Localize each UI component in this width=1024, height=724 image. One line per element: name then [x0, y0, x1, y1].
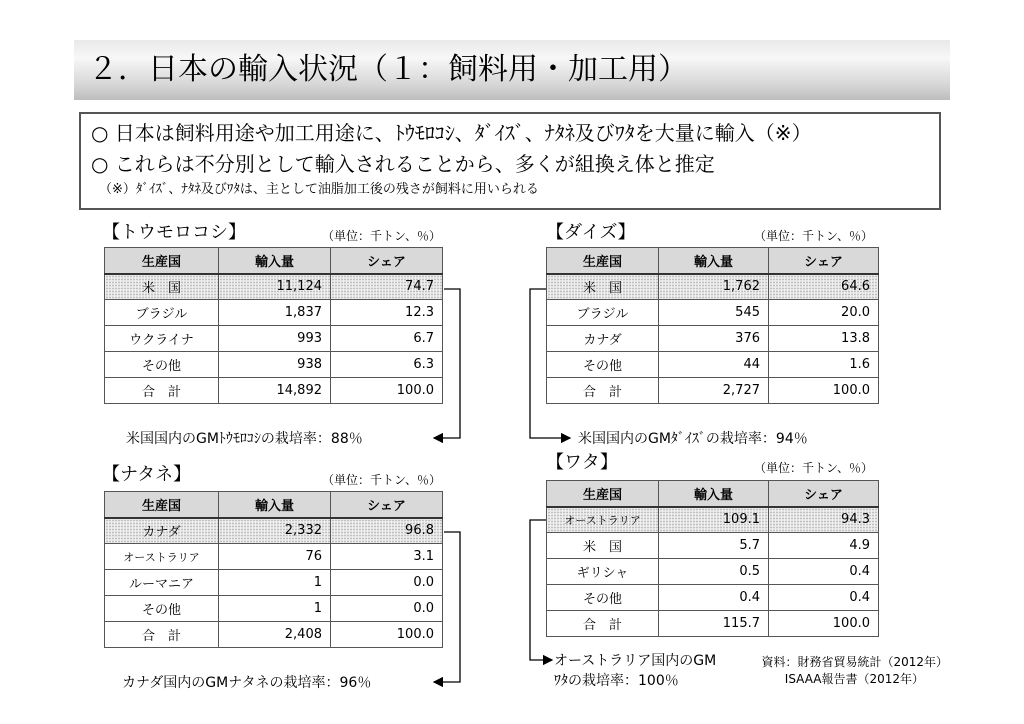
table-row: [547, 533, 879, 559]
cell-country: オーストラリア: [105, 544, 219, 570]
header-amount: 輸入量: [219, 248, 331, 274]
cell-share: 4.9: [769, 533, 879, 559]
cell-country: 米 国: [547, 274, 659, 300]
cell-share: 1.6: [769, 352, 879, 378]
table-row: [105, 352, 443, 378]
cell-amount: 115.7: [659, 611, 769, 637]
cell-share: 20.0: [769, 300, 879, 326]
table-total-row: [105, 378, 443, 404]
info-line-2: ○ これらは不分別として輸入されることから、多くが組換え体と推定: [91, 152, 715, 176]
info-box: [79, 112, 941, 210]
cell-share: 0.0: [331, 596, 443, 622]
table-header-row: [547, 248, 879, 274]
cell-amount: 5.7: [659, 533, 769, 559]
cell-country: 米 国: [105, 274, 219, 300]
cell-country: その他: [105, 596, 219, 622]
cell-amount: 938: [219, 352, 331, 378]
cell-amount: 1: [219, 570, 331, 596]
cell-country: ブラジル: [547, 300, 659, 326]
cell-share: 13.8: [769, 326, 879, 352]
cell-amount: 0.5: [659, 559, 769, 585]
cell-amount: 14,892: [219, 378, 331, 404]
cell-amount: 11,124: [219, 274, 331, 300]
rapeseed-table: [104, 491, 443, 648]
cell-country: ギリシャ: [547, 559, 659, 585]
cell-share: 6.3: [331, 352, 443, 378]
cotton-caption-line-2: ﾜﾀの栽培率：100％: [554, 673, 679, 689]
cell-country: その他: [547, 352, 659, 378]
table-row: [547, 300, 879, 326]
table-header-row: [105, 248, 443, 274]
header-country: 生産国: [547, 481, 659, 507]
table-row: [105, 596, 443, 622]
cell-share: 100.0: [331, 622, 443, 648]
cell-country: 合 計: [105, 378, 219, 404]
cell-country: オーストラリア: [547, 507, 659, 533]
table-row: [547, 326, 879, 352]
cell-country: 合 計: [547, 378, 659, 404]
cell-country: その他: [547, 585, 659, 611]
cell-amount: 545: [659, 300, 769, 326]
cell-share: 100.0: [769, 611, 879, 637]
table-total-row: [105, 622, 443, 648]
table-row: [547, 352, 879, 378]
header-amount: 輸入量: [219, 492, 331, 518]
header-share: シェア: [331, 248, 443, 274]
cell-country: ウクライナ: [105, 326, 219, 352]
cell-amount: 76: [219, 544, 331, 570]
cell-country: 米 国: [547, 533, 659, 559]
cell-amount: 2,408: [219, 622, 331, 648]
cell-amount: 0.4: [659, 585, 769, 611]
cell-amount: 1,837: [219, 300, 331, 326]
corn-caption: 米国国内のGMﾄｳﾓﾛｺｼの栽培率：88％: [126, 431, 363, 447]
table-row: [105, 544, 443, 570]
cell-share: 94.3: [769, 507, 879, 533]
cell-share: 0.4: [769, 559, 879, 585]
cell-share: 100.0: [769, 378, 879, 404]
cell-share: 0.0: [331, 570, 443, 596]
page-title: ２．日本の輸入状況（１：飼料用・加工用）: [88, 52, 688, 87]
cell-country: ルーマニア: [105, 570, 219, 596]
cell-amount: 2,727: [659, 378, 769, 404]
soy-caption: 米国国内のGMﾀﾞｲｽﾞの栽培率：94％: [578, 431, 808, 447]
cell-country: ブラジル: [105, 300, 219, 326]
soy-unit: （単位：千トン、％）: [754, 229, 874, 243]
cell-amount: 2,332: [219, 518, 331, 544]
header-country: 生産国: [105, 248, 219, 274]
table-row: [547, 274, 879, 300]
cell-amount: 1: [219, 596, 331, 622]
table-row: [105, 518, 443, 544]
cell-share: 100.0: [331, 378, 443, 404]
cotton-section-title: 【ワタ】: [546, 452, 618, 473]
table-header-row: [547, 481, 879, 507]
info-note: （※）ﾀﾞｲｽﾞ、ﾅﾀﾈ及びﾜﾀは、主として油脂加工後の残さが飼料に用いられる: [99, 182, 539, 197]
table-row: [105, 300, 443, 326]
header-country: 生産国: [547, 248, 659, 274]
table-row: [547, 559, 879, 585]
cell-amount: 993: [219, 326, 331, 352]
cell-share: 3.1: [331, 544, 443, 570]
header-share: シェア: [769, 481, 879, 507]
cell-country: 合 計: [547, 611, 659, 637]
title-bar: [74, 40, 950, 100]
cell-amount: 109.1: [659, 507, 769, 533]
corn-unit: （単位：千トン、％）: [322, 229, 442, 243]
corn-section-title: 【トウモロコシ】: [102, 222, 246, 243]
table-row: [105, 274, 443, 300]
header-share: シェア: [331, 492, 443, 518]
cell-share: 12.3: [331, 300, 443, 326]
cell-share: 74.7: [331, 274, 443, 300]
header-share: シェア: [769, 248, 879, 274]
source-line-2: ISAAA報告書（2012年）: [784, 672, 924, 686]
cell-country: 合 計: [105, 622, 219, 648]
corn-table: [104, 247, 443, 404]
header-country: 生産国: [105, 492, 219, 518]
cell-amount: 1,762: [659, 274, 769, 300]
table-total-row: [547, 611, 879, 637]
table-row: [105, 326, 443, 352]
header-amount: 輸入量: [659, 481, 769, 507]
soy-table: [546, 247, 879, 404]
table-row: [547, 507, 879, 533]
rapeseed-unit: （単位：千トン、％）: [322, 473, 442, 487]
table-row: [105, 570, 443, 596]
table-total-row: [547, 378, 879, 404]
cell-amount: 376: [659, 326, 769, 352]
rapeseed-section-title: 【ナタネ】: [102, 464, 192, 485]
info-line-1: ○ 日本は飼料用途や加工用途に、ﾄｳﾓﾛｺｼ、ﾀﾞｲｽﾞ、ﾅﾀﾈ及びﾜﾀを大量に輸入（※）: [91, 121, 812, 145]
soy-section-title: 【ダイズ】: [546, 222, 636, 243]
rapeseed-caption: カナダ国内のGMナタネの栽培率：96％: [122, 675, 372, 691]
cotton-table: [546, 480, 879, 637]
cotton-caption-line-1: オーストラリア国内のGM: [554, 653, 717, 669]
cell-share: 96.8: [331, 518, 443, 544]
table-header-row: [105, 492, 443, 518]
cell-share: 0.4: [769, 585, 879, 611]
cell-country: カナダ: [547, 326, 659, 352]
cell-amount: 44: [659, 352, 769, 378]
source-line-1: 資料：財務省貿易統計（2012年）: [761, 655, 948, 669]
table-row: [547, 585, 879, 611]
cell-country: カナダ: [105, 518, 219, 544]
cell-share: 6.7: [331, 326, 443, 352]
cell-share: 64.6: [769, 274, 879, 300]
cell-country: その他: [105, 352, 219, 378]
header-amount: 輸入量: [659, 248, 769, 274]
cotton-unit: （単位：千トン、％）: [754, 461, 874, 475]
